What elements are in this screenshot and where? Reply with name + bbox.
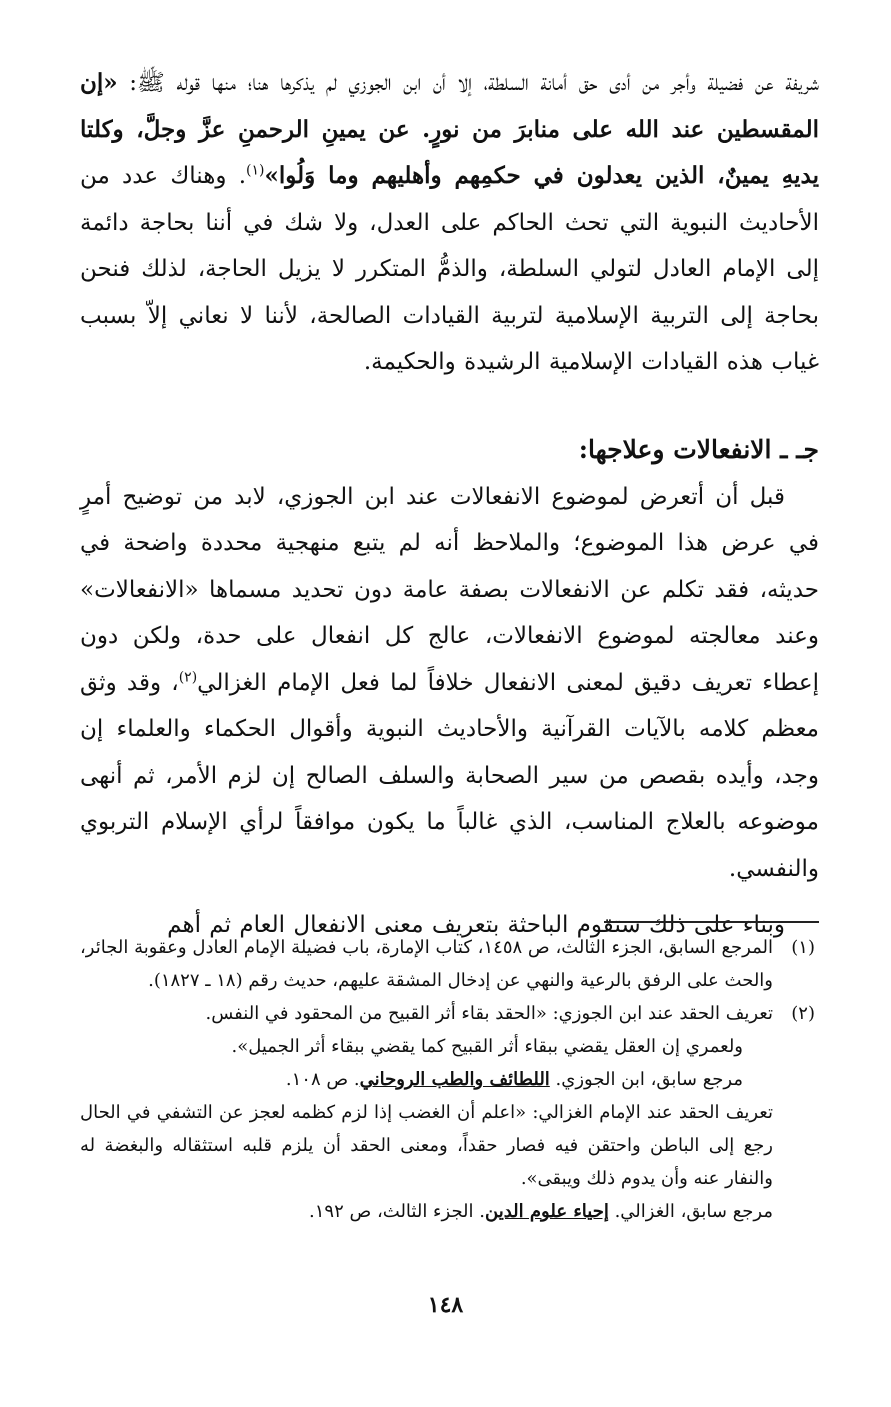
footnote-1-text: المرجع السابق، الجزء الثالث، ص ١٤٥٨، كتاب الإمارة، باب فضيلة الإمام العادل وعقوبة الجائر، والحث على الرفق بالرعية والنهي عن إدخال المشقة عليهم، حديث رقم (١٨ ـ ١٨٢٧). <box>80 937 773 991</box>
section-heading: جـ ـ الانفعالات وعلاجها: <box>578 434 819 464</box>
paragraph-1 <box>80 60 819 386</box>
reference-suffix-2: . الجزء الثالث، ص ١٩٢. <box>309 1201 485 1222</box>
footnote-2-line-3 <box>80 1063 773 1096</box>
paragraph-1-part2: . وهناك عدد من الأحاديث النبوية التي تحث الحاكم على العدل، ولا شك في أننا بحاجة دائمة إلى الإمام العادل لتولي السلطة، والذمُّ المتكرر لا يزيل الحاجة، لذلك فنحن بحاجة إلى التربية الإسلامية لتربية القيادات الصالحة، لأننا لا نعاني إلاّ بسبب غياب هذه القيادات الإسلامية الرشيدة والحكيمة. <box>80 163 819 375</box>
paragraph-2-part1: قبل أن أتعرض لموضوع الانفعالات عند ابن الجوزي، لابد من توضيح أمرٍ في عرض هذا الموضوع؛ والملاحظ أنه لم يتبع منهجية محددة واضحة في حديثه، فقد تكلم عن الانفعالات بصفة عامة دون تحديد مسماها «الانفعالات» وعند معالجته لموضوع الانفعالات، عالج كل انفعال على حدة، ولكن دون إعطاء تعريف دقيق لمعنى الانفعال خلافاً لما فعل الإمام الغزالي <box>80 483 819 696</box>
footnote-1-number: (١) <box>791 937 815 958</box>
footnote-ref-1[interactable]: (١) <box>246 162 265 179</box>
hadith-quote: «إن المقسطين عند الله على منابرَ من نورٍ. عن يمينِ الرحمنِ عزَّ وجلَّ، وكلتا يديهِ يمينٌ، الذين يعدلون في حكمِهم وأهليهم وما وَلُوا» <box>80 69 819 189</box>
page-number: ١٤٨ <box>427 1292 464 1318</box>
reference-prefix-2: مرجع سابق، الغزالي. <box>608 1201 773 1222</box>
reference-suffix-1: . ص ١٠٨. <box>285 1069 360 1090</box>
footnote-1 <box>80 931 815 997</box>
footnote-2-line-2: ولعمري إن العقل يقضي ببقاء أثر القبيح كما يقضي ببقاء أثر الجميل». <box>231 1036 743 1057</box>
footnote-2 <box>80 997 815 1228</box>
paragraph-2-part2: ، وقد وثق معظم كلامه بالآيات القرآنية والأحاديث النبوية وأقوال الحكماء والعلماء إن وجد، وأيده بقصص من سير الصحابة والسلف الصالح إن لزم الأمر، ثم أنهى موضوعه بالعلاج المناسب، الذي غالباً ما يكون موافقاً لرأي الإسلام التربوي والنفسي. <box>80 669 819 882</box>
reference-title-2: إحياء علوم الدين <box>485 1201 609 1222</box>
paragraph-3: وبناء على ذلك ستقوم الباحثة بتعريف معنى الانفعال العام ثم أهم <box>167 912 785 938</box>
reference-title-1: اللطائف والطب الروحاني <box>359 1069 550 1090</box>
paragraph-1-part1: شريفة عن فضيلة وأجر من أدى حق أمانة السلطة، إلا أن ابن الجوزي لم يذكرها هنا؛ منها قوله ﷺ: <box>117 70 819 96</box>
footnote-divider <box>604 921 819 923</box>
footnotes <box>80 931 815 1228</box>
footnote-2-number: (٢) <box>791 1003 815 1024</box>
footnote-2-line-1: تعريف الحقد عند ابن الجوزي: «الحقد بقاء أثر القبيح من المحقود في النفس. <box>205 1003 773 1024</box>
footnote-2-line-5 <box>80 1195 773 1228</box>
footnote-2-line-4: تعريف الحقد عند الإمام الغزالي: «اعلم أن الغضب إذا لزم كظمه لعجز عن التشفي في الحال رجع إلى الباطن واحتقن فيه فصار حقداً، ومعنى الحقد أن يلزم قلبه استثقاله والبغضة له والنفار عنه وأن يدوم ذلك ويبقى». <box>80 1102 773 1189</box>
footnote-ref-2[interactable]: (٢) <box>178 668 198 685</box>
footnote-2-text <box>80 997 773 1228</box>
paragraph-2 <box>80 474 819 893</box>
reference-prefix-1: مرجع سابق، ابن الجوزي. <box>549 1069 743 1090</box>
main-text <box>80 60 819 949</box>
